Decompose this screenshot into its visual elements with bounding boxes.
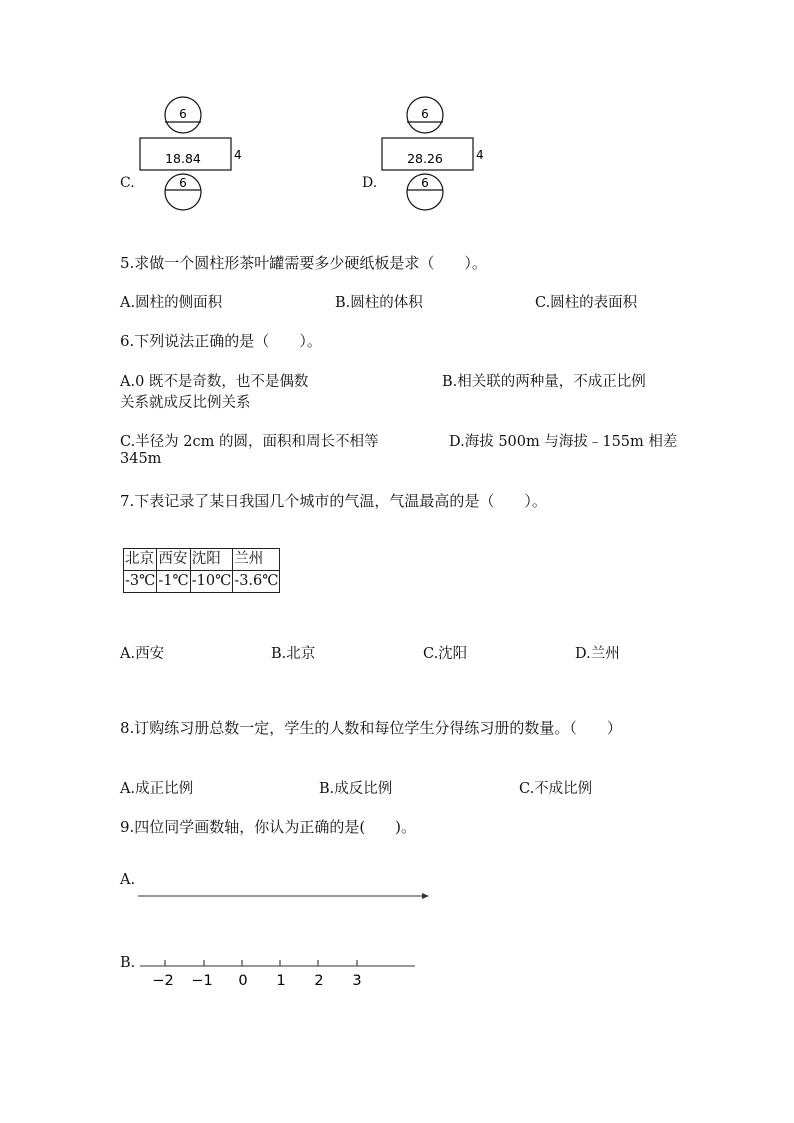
q6-option-b-line1: B.相关联的两种量，不成正比例	[442, 374, 646, 390]
question-5-text: 5.求做一个圆柱形茶叶罐需要多少硬纸板是求（ ）。	[120, 254, 487, 272]
q8-option-b: B.成反比例	[319, 781, 393, 797]
q9-option-a-number-line	[136, 888, 436, 904]
q8-option-c: C.不成比例	[519, 781, 593, 797]
tick-label: 0	[238, 973, 248, 989]
rect-width-label-d: 4	[476, 148, 484, 162]
cylinder-net-figure-c	[138, 96, 248, 212]
q8-option-a: A.成正比例	[120, 781, 194, 797]
q6-option-d-line1: D.海拔 500m 与海拔﹣155m 相差	[449, 434, 678, 450]
arrow-head	[422, 893, 429, 899]
question-6-text: 6.下列说法正确的是（ ）。	[120, 332, 322, 350]
rect-length-label-d: 28.26	[407, 151, 443, 166]
q7-option-a: A.西安	[120, 646, 165, 662]
q7-option-b: B.北京	[271, 646, 316, 662]
rect-length-label-c: 18.84	[165, 151, 201, 166]
option-d-label: D.	[362, 175, 378, 191]
question-9-text: 9.四位同学画数轴，你认为正确的是( )。	[120, 818, 417, 836]
table-header-cell: 北京	[124, 549, 157, 571]
tick-label: 1	[276, 973, 286, 989]
table-cell: -10℃	[190, 571, 233, 593]
q6-option-a: A.0 既不是奇数，也不是偶数	[120, 374, 309, 390]
rect-width-label-c: 4	[234, 148, 242, 162]
q5-option-b: B.圆柱的体积	[335, 295, 423, 311]
top-circle-label-d: 6	[421, 107, 429, 121]
bottom-circle-label-d: 6	[421, 176, 429, 190]
bottom-circle-label-c: 6	[179, 176, 187, 190]
option-c-label: C.	[120, 175, 135, 191]
q5-option-c: C.圆柱的表面积	[535, 295, 638, 311]
q6-option-d-line2: 345m	[120, 451, 162, 467]
tick-label: −2	[152, 973, 174, 989]
q9-option-a-label: A.	[120, 872, 136, 888]
q9-option-b-number-line	[136, 955, 426, 995]
table-header-cell: 西安	[157, 549, 190, 571]
table-cell: -1℃	[157, 571, 190, 593]
table-cell: -3.6℃	[233, 571, 280, 593]
question-8-text: 8.订购练习册总数一定，学生的人数和每位学生分得练习册的数量。（ ）	[120, 719, 622, 737]
table-header-cell: 兰州	[233, 549, 280, 571]
table-header-row	[124, 549, 280, 571]
table-row	[124, 571, 280, 593]
cylinder-net-figure-d	[380, 96, 490, 212]
q5-option-a: A.圆柱的侧面积	[120, 295, 223, 311]
q7-option-c: C.沈阳	[423, 646, 468, 662]
table-cell: -3℃	[124, 571, 157, 593]
tick-label: 3	[352, 973, 362, 989]
q9-option-b-label: B.	[120, 955, 136, 971]
q6-option-b-line2: 关系就成反比例关系	[120, 395, 251, 411]
q7-option-d: D.兰州	[575, 646, 620, 662]
table-header-cell: 沈阳	[190, 549, 233, 571]
city-temperature-table	[123, 548, 280, 593]
question-7-text: 7.下表记录了某日我国几个城市的气温，气温最高的是（ ）。	[120, 492, 547, 510]
tick-label: −1	[191, 973, 213, 989]
q6-option-c: C.半径为 2cm 的圆，面积和周长不相等	[120, 434, 379, 450]
tick-label: 2	[314, 973, 324, 989]
top-circle-label-c: 6	[179, 107, 187, 121]
